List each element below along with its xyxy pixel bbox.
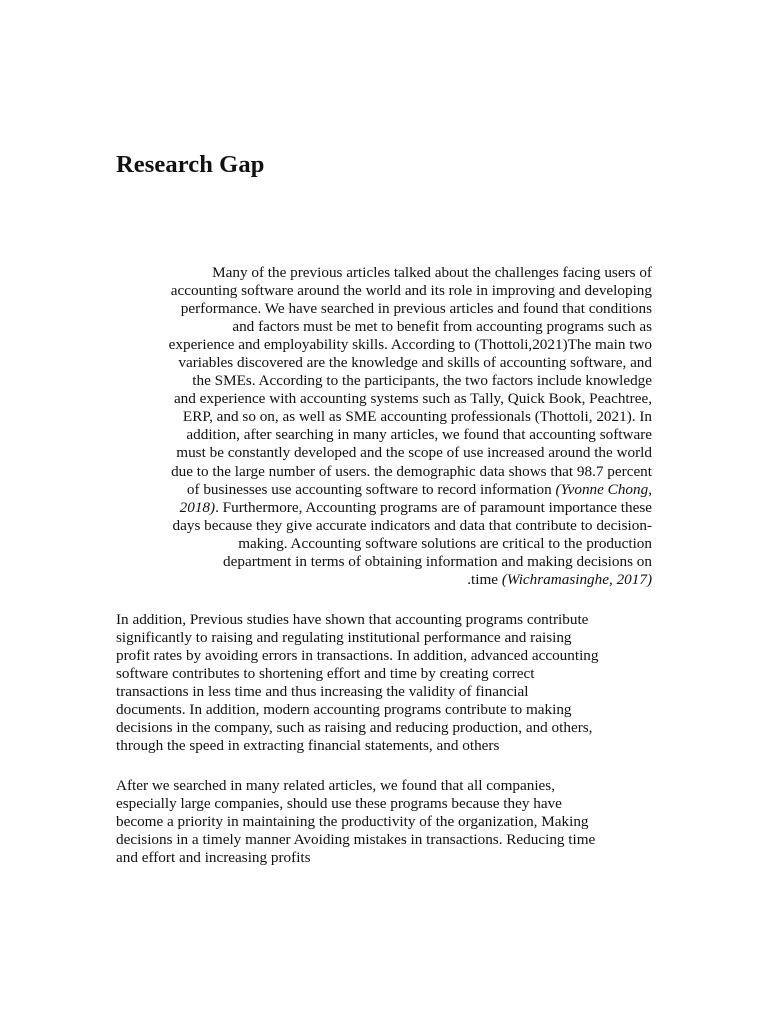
paragraph-line: and experience with accounting systems such as Tally, Quick Book, Peachtree,: [173, 390, 652, 408]
paragraph-line: especially large companies, should use these programs because they have: [116, 795, 562, 813]
paragraph-line: documents. In addition, modern accounting programs contribute to making: [116, 701, 572, 719]
paragraph-line: experience and employability skills. According to (Thottoli,2021)The main two: [168, 336, 652, 354]
paragraph-2: [116, 611, 656, 755]
paragraph-line: the SMEs. According to the participants, the two factors include knowledge: [192, 372, 652, 390]
paragraph-line: days because they give accurate indicators and data that contribute to decision-: [172, 516, 652, 534]
paragraph-line: performance. We have searched in previous articles and found that conditions: [180, 300, 652, 318]
paragraph-line: significantly to raising and regulating institutional performance and raising: [116, 629, 572, 647]
page-title: Research Gap: [116, 151, 265, 178]
paragraph-1: [112, 264, 652, 589]
paragraph-line: .time (Wichramasinghe, 2017): [467, 570, 652, 588]
paragraph-line: and factors must be met to benefit from accounting programs such as: [232, 318, 652, 336]
paragraph-line: ERP, and so on, as well as SME accounting professionals (Thottoli, 2021). In: [182, 408, 652, 426]
citation: 2018): [179, 498, 216, 516]
paragraph-line: decisions in a timely manner Avoiding mistakes in transactions. Reducing time: [116, 831, 596, 849]
paragraph-line: of businesses use accounting software to record information (Yvonne Chong,: [186, 480, 652, 498]
paragraph-line: In addition, Previous studies have shown that accounting programs contribute: [116, 611, 589, 628]
paragraph-line: through the speed in extracting financial statements, and others: [116, 737, 500, 755]
paragraph-line: After we searched in many related articles, we found that all companies,: [116, 777, 555, 794]
paragraph-line: transactions in less time and thus increasing the validity of financial: [116, 683, 529, 701]
citation: (Yvonne Chong,: [555, 480, 652, 498]
paragraph-line: making. Accounting software solutions are critical to the production: [238, 534, 652, 552]
paragraph-line: Many of the previous articles talked about the challenges facing users of: [212, 264, 652, 281]
paragraph-line: must be constantly developed and the scope of use increased around the world: [176, 444, 652, 462]
paragraph-line: decisions in the company, such as raising and reducing production, and others,: [116, 719, 593, 737]
paragraph-line: 2018). Furthermore, Accounting programs are of paramount importance these: [179, 498, 652, 516]
paragraph-line: accounting software around the world and its role in improving and developing: [170, 282, 652, 300]
paragraph-line: due to the large number of users. the demographic data shows that 98.7 percent: [171, 462, 652, 480]
paragraph-line: department in terms of obtaining information and making decisions on: [223, 552, 652, 570]
paragraph-line: and effort and increasing profits: [116, 849, 311, 867]
paragraph-line: software contributes to shortening effort and time by creating correct: [116, 665, 535, 683]
paragraph-3: [116, 777, 656, 867]
paragraph-line: addition, after searching in many articles, we found that accounting software: [186, 426, 652, 444]
paragraph-line: become a priority in maintaining the productivity of the organization, Making: [116, 813, 589, 831]
paragraph-line: profit rates by avoiding errors in transactions. In addition, advanced accounting: [116, 647, 599, 665]
paragraph-line: variables discovered are the knowledge and skills of accounting software, and: [178, 354, 652, 372]
citation: (Wichramasinghe, 2017): [501, 570, 652, 588]
